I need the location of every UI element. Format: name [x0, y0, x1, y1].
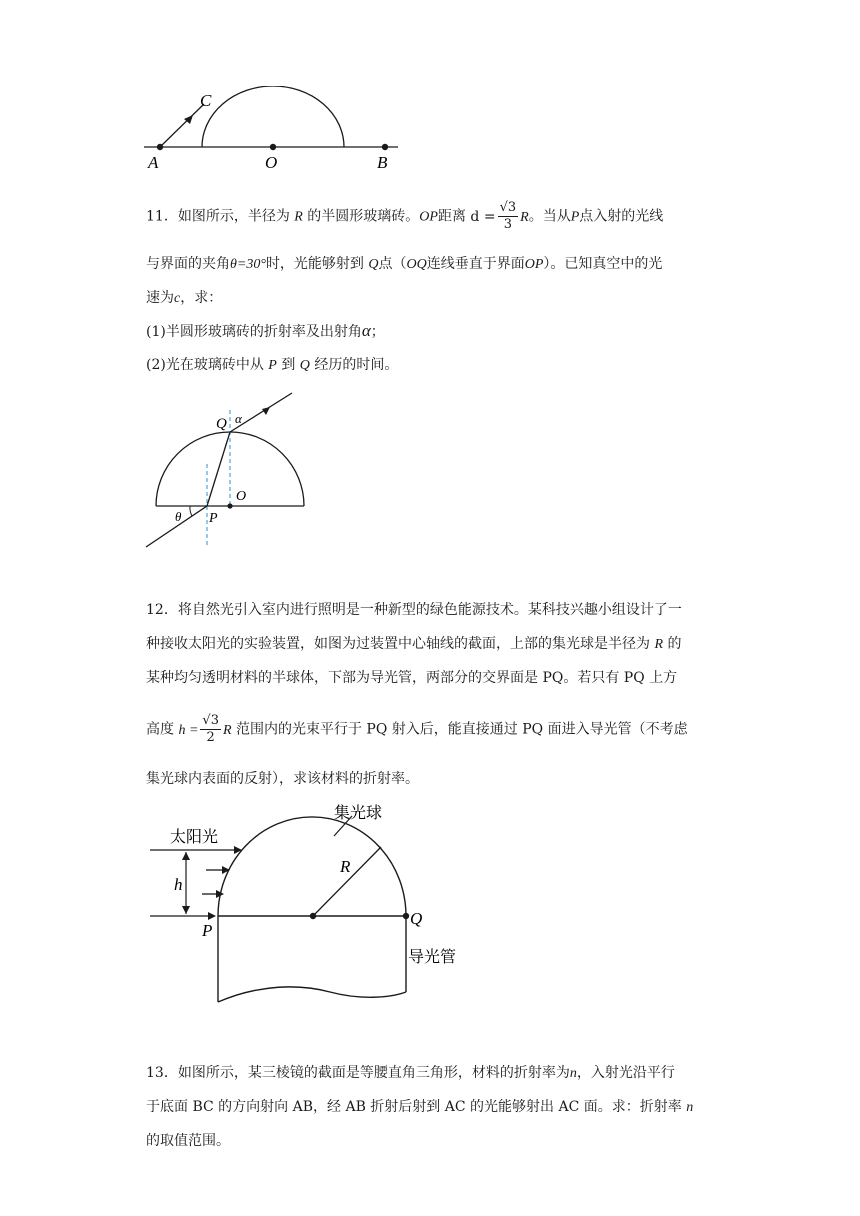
label-r: R: [340, 857, 351, 876]
q11-sub-2: (2)光在玻璃砖中从 P 到 Q 经历的时间。: [146, 357, 399, 373]
point-o: [227, 503, 232, 508]
formula-h: h = $\frac{√3}{2}$ R: [178, 713, 232, 745]
q12-line-3: 某种均匀透明材料的半球体，下部为导光管，两部分的交界面是 PQ。若只有 PQ 上方: [146, 670, 678, 686]
q13-line-1: 13．如图所示，某三棱镜的截面是等腰直角三角形，材料的折射率为n，入射光沿平行: [146, 1065, 675, 1081]
q13-line-3: 的取值范围。: [146, 1133, 230, 1149]
label-q: Q: [216, 416, 227, 432]
figure-2: [140, 388, 320, 553]
label-tube: 导光管: [408, 947, 457, 966]
q11-line-2: 与界面的夹角θ=30°时，光能够射到 Q点（OQ连线垂直于界面OP）。已知真空中的光: [146, 256, 663, 272]
q12-line-5: 集光球内表面的反射），求该材料的折射率。: [146, 771, 419, 787]
arrowhead: [234, 846, 242, 854]
label-o: O: [265, 153, 278, 172]
label-sunlight: 太阳光: [170, 827, 219, 846]
point-q: [403, 913, 409, 919]
h-arrow-top: [182, 852, 190, 860]
fraction: $\frac{√3}{3}$: [499, 200, 517, 232]
label-theta: θ: [175, 509, 182, 524]
formula-d: d = $\frac{√3}{3}$ R: [470, 200, 529, 232]
fraction: $\frac{√3}{2}$: [202, 713, 219, 745]
label-q: Q: [410, 909, 423, 928]
h-arrow-bottom: [182, 906, 190, 914]
label-c: C: [200, 91, 212, 110]
hemisphere-arc: [218, 817, 406, 916]
label-a: A: [148, 153, 159, 172]
label-p: P: [209, 511, 218, 526]
label-b: B: [377, 153, 388, 172]
label-o: O: [236, 489, 247, 504]
q11-number: 11．: [146, 208, 178, 225]
figure-1: [140, 86, 410, 176]
label-h: h: [174, 875, 183, 894]
label-alpha: α: [235, 411, 242, 426]
arrowhead: [208, 912, 216, 920]
label-p: P: [202, 921, 213, 940]
incident-ray: [160, 104, 204, 147]
arrowhead: [222, 866, 230, 874]
label-ball: 集光球: [334, 803, 383, 822]
q13-line-2: 于底面 BC 的方向射向 AB，经 AB 折射后射到 AC 的光能够射出 AC 面。求：折射率 n: [146, 1099, 694, 1115]
q13-number: 13．: [146, 1065, 178, 1081]
theta-arc: [190, 506, 192, 516]
q12-line-1: 12．将自然光引入室内进行照明是一种新型的绿色能源技术。某科技兴趣小组设计了一: [146, 602, 682, 618]
q12-line-4: 高度 h = $\frac{√3}{2}$ R 范围内的光束平行于 PQ 射入后，能直接通过 PQ 面进入导光管（不考虑: [146, 713, 688, 745]
semicircle-arc: [202, 86, 344, 147]
point-b: [382, 144, 388, 150]
q11-line-3: 速为c，求：: [146, 290, 223, 306]
point-a: [157, 144, 163, 150]
tube-bottom-wave: [218, 987, 406, 1002]
q11-sub-1: (1)半圆形玻璃砖的折射率及出射角α；: [146, 321, 385, 340]
q12-number: 12．: [146, 602, 178, 618]
q11-line-1: 11．如图所示，半径为 R 的半圆形玻璃砖。OP距离 d = $\frac{√3}{3}$ R。当从P点入射的光线: [146, 200, 664, 232]
figure-3: [140, 800, 480, 1010]
refracted-ray: [207, 432, 230, 506]
q12-line-2: 种接收太阳光的实验装置，如图为过装置中心轴线的截面，上部的集光球是半径为 R 的: [146, 636, 682, 652]
point-o: [270, 144, 276, 150]
